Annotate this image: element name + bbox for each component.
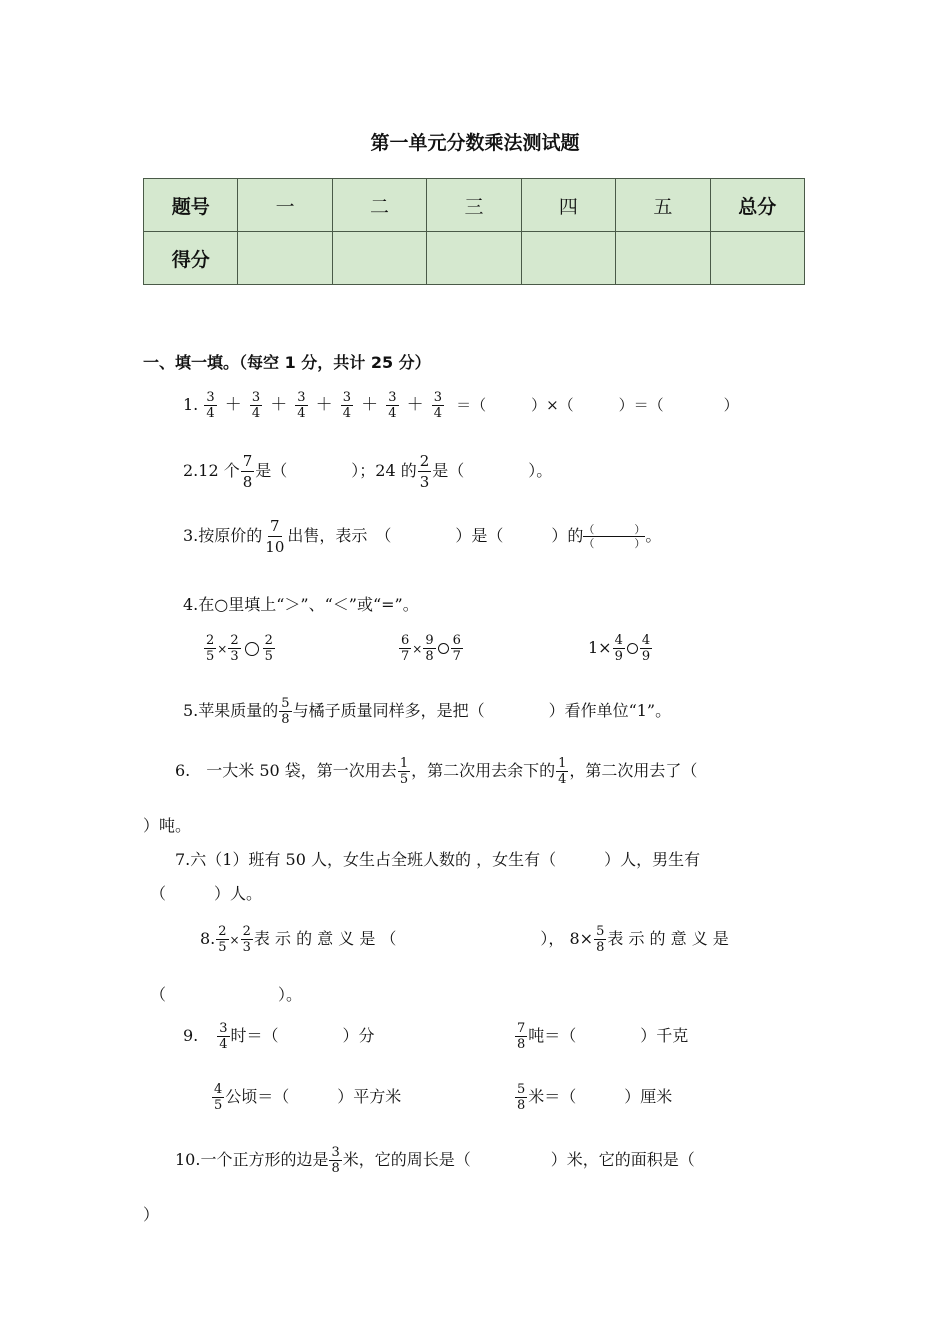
score-cell[interactable]	[616, 232, 710, 285]
question-text: 表 示 的 意 义 是	[607, 929, 729, 948]
question-9a	[183, 1021, 375, 1052]
section-heading: 一、填一填。（每空 1 分，共计 25 分）	[143, 353, 431, 372]
fraction: $\frac{1}{5}$	[399, 756, 409, 787]
expression-prefix: 1×	[588, 638, 612, 657]
question-3	[183, 516, 661, 557]
question-text: 6. 一大米 50 袋，第一次用去	[175, 761, 397, 780]
question-7[interactable]: 7.六（1）班有 50 人，女生占全班人数的 ，女生有（ ）人，男生有	[175, 850, 701, 869]
fraction: $\frac{4}{9}$	[614, 633, 623, 664]
compare-circle[interactable]	[627, 643, 638, 654]
question-8-continued[interactable]: （ ）。	[150, 985, 303, 1004]
fraction: $\frac{3}{4}$	[433, 390, 442, 421]
compare-expression-1	[203, 633, 276, 664]
score-cell[interactable]	[238, 232, 332, 285]
compare-circle[interactable]	[438, 643, 449, 654]
question-10	[175, 1145, 695, 1176]
fraction: $\frac{3}{4}$	[251, 390, 261, 421]
question-9b	[514, 1021, 688, 1052]
answer-blanks[interactable]: ＝（ ）×（ ）＝（ ）	[456, 396, 739, 414]
question-text[interactable]: 米，它的周长是（ ）米，它的面积是（	[342, 1150, 695, 1169]
page-title: 第一单元分数乘法测试题	[370, 132, 580, 154]
times-sign: ×	[229, 933, 240, 947]
times-sign: ×	[217, 642, 228, 656]
fraction: $\frac{2}{3}$	[419, 452, 430, 491]
fraction: $\frac{3}{4}$	[297, 390, 306, 421]
times-sign: ×	[412, 642, 423, 656]
fraction: $\frac{2}{5}$	[206, 633, 215, 664]
fraction: $\frac{5}{8}$	[517, 1082, 526, 1113]
question-text[interactable]: 是（ ）。	[432, 461, 553, 480]
question-7-continued[interactable]: （ ）人。	[150, 884, 263, 903]
compare-expression-2	[398, 633, 464, 664]
question-1	[183, 390, 739, 421]
question-text: 。	[645, 526, 662, 545]
fraction: $\frac{9}{8}$	[425, 633, 434, 664]
fraction: $\frac{5}{8}$	[281, 696, 290, 727]
fraction: $\frac{4}{9}$	[641, 633, 651, 664]
question-8	[200, 924, 729, 955]
score-cell[interactable]	[427, 232, 521, 285]
fraction: $\frac{5}{8}$	[596, 924, 605, 955]
plus-sign: ＋	[224, 395, 242, 415]
fraction: $\frac{7}{10}$	[265, 517, 285, 556]
conversion-text[interactable]: 米＝（ ）厘米	[528, 1087, 673, 1106]
score-cell[interactable]	[710, 232, 804, 285]
fraction: $\frac{2}{5}$	[218, 924, 227, 955]
fraction: $\frac{6}{7}$	[401, 633, 410, 664]
fraction: $\frac{3}{4}$	[206, 390, 215, 421]
question-2	[183, 451, 552, 492]
compare-expression-3	[588, 633, 653, 664]
plus-sign: ＋	[270, 395, 288, 415]
score-row-label: 得分	[144, 232, 238, 285]
fraction: $\frac{3}{4}$	[219, 1021, 228, 1052]
question-9d	[514, 1082, 672, 1113]
question-number: 8.	[200, 929, 216, 948]
score-table-score-row	[144, 232, 805, 285]
question-6-continued[interactable]: ）吨。	[143, 816, 192, 835]
question-text: 3.按原价的	[183, 526, 263, 545]
blank-fraction[interactable]: （ ） （ ）	[583, 523, 646, 550]
question-9c	[211, 1082, 401, 1113]
question-text: 10.一个正方形的边是	[175, 1150, 329, 1169]
question-4: 4.在○里填上“＞”、“＜”或“=”。	[183, 595, 419, 614]
plus-sign: ＋	[315, 395, 333, 415]
fraction: $\frac{1}{4}$	[558, 756, 567, 787]
question-10-continued[interactable]: ）	[143, 1205, 160, 1224]
score-cell[interactable]	[521, 232, 615, 285]
fraction: $\frac{3}{4}$	[342, 390, 352, 421]
plus-sign: ＋	[406, 395, 424, 415]
plus-sign: ＋	[361, 395, 379, 415]
question-text[interactable]: 表 示 的 意 义 是 （ ）， 8×	[253, 929, 594, 948]
conversion-text[interactable]: 吨＝（ ）千克	[528, 1026, 689, 1045]
question-5	[183, 696, 671, 727]
conversion-text[interactable]: 时＝（ ）分	[230, 1026, 375, 1045]
score-cell[interactable]	[332, 232, 426, 285]
fraction: $\frac{2}{3}$	[242, 924, 251, 955]
fraction: $\frac{6}{7}$	[452, 633, 461, 664]
question-6	[175, 756, 697, 787]
question-text[interactable]: 与橘子质量同样多，是把（ ）看作单位“1”。	[292, 701, 672, 720]
fraction: $\frac{7}{8}$	[517, 1021, 526, 1052]
score-header-cell: 四	[521, 179, 615, 232]
question-number: 1.	[183, 395, 199, 414]
question-text: ，第二次用去余下的	[411, 761, 556, 780]
score-header-cell: 五	[616, 179, 710, 232]
score-header-cell: 总分	[710, 179, 804, 232]
score-header-cell: 一	[238, 179, 332, 232]
score-table-header-row	[144, 179, 805, 232]
fraction: $\frac{4}{5}$	[214, 1082, 223, 1113]
question-text: 5.苹果质量的	[183, 701, 279, 720]
fraction: $\frac{2}{5}$	[264, 633, 273, 664]
score-header-cell: 二	[332, 179, 426, 232]
question-number: 9.	[183, 1026, 199, 1045]
fraction: $\frac{3}{8}$	[331, 1145, 340, 1176]
compare-circle[interactable]	[245, 642, 259, 656]
fraction: $\frac{7}{8}$	[242, 452, 253, 491]
score-header-cell: 题号	[144, 179, 238, 232]
question-text[interactable]: 出售，表示 （ ）是（ ）的	[287, 526, 584, 545]
fraction: $\frac{2}{3}$	[230, 633, 239, 664]
fraction: $\frac{3}{4}$	[388, 390, 397, 421]
score-table	[143, 178, 805, 285]
question-text[interactable]: 是（ ）；24 的	[255, 461, 417, 480]
conversion-text[interactable]: 公顷＝（ ）平方米	[225, 1087, 402, 1106]
question-text[interactable]: ，第二次用去了（	[569, 761, 698, 780]
question-text: 2.12 个	[183, 461, 240, 480]
score-header-cell: 三	[427, 179, 521, 232]
